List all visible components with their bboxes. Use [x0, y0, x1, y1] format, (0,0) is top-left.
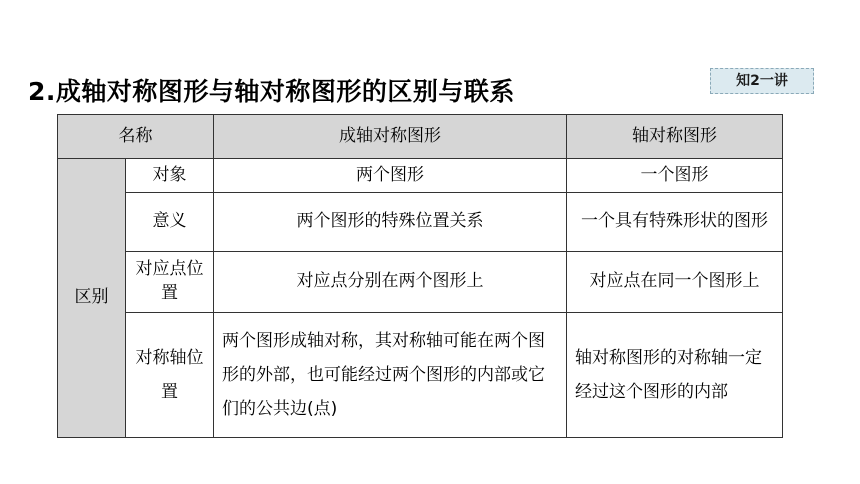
- cell: 两个图形成轴对称，其对称轴可能在两个图形的外部，也可能经过两个图形的内部或它们的公共边(点): [214, 313, 567, 438]
- cell: 轴对称图形的对称轴一定经过这个图形的内部: [567, 313, 783, 438]
- table-row: [58, 159, 783, 193]
- row-label: 对称轴位置: [126, 313, 214, 438]
- row-label: 对象: [126, 159, 214, 193]
- cell: 一个图形: [567, 159, 783, 193]
- lesson-badge: 知2一讲: [710, 68, 814, 94]
- cell: 一个具有特殊形状的图形: [567, 193, 783, 252]
- cell: 对应点分别在两个图形上: [214, 252, 567, 313]
- header-axisymmetric-figure: 轴对称图形: [567, 115, 783, 159]
- cell: 两个图形: [214, 159, 567, 193]
- cell: 两个图形的特殊位置关系: [214, 193, 567, 252]
- cell: 对应点在同一个图形上: [567, 252, 783, 313]
- group-label-difference: 区别: [58, 159, 126, 438]
- header-axial-symmetric-figures: 成轴对称图形: [214, 115, 567, 159]
- header-name: 名称: [58, 115, 214, 159]
- table-row: [58, 252, 783, 313]
- comparison-table: [57, 114, 783, 438]
- section-title: 2.成轴对称图形与轴对称图形的区别与联系: [28, 77, 515, 106]
- table-header-row: [58, 115, 783, 159]
- table-row: [58, 313, 783, 438]
- row-label: 对应点位置: [126, 252, 214, 313]
- row-label: 意义: [126, 193, 214, 252]
- table-row: [58, 193, 783, 252]
